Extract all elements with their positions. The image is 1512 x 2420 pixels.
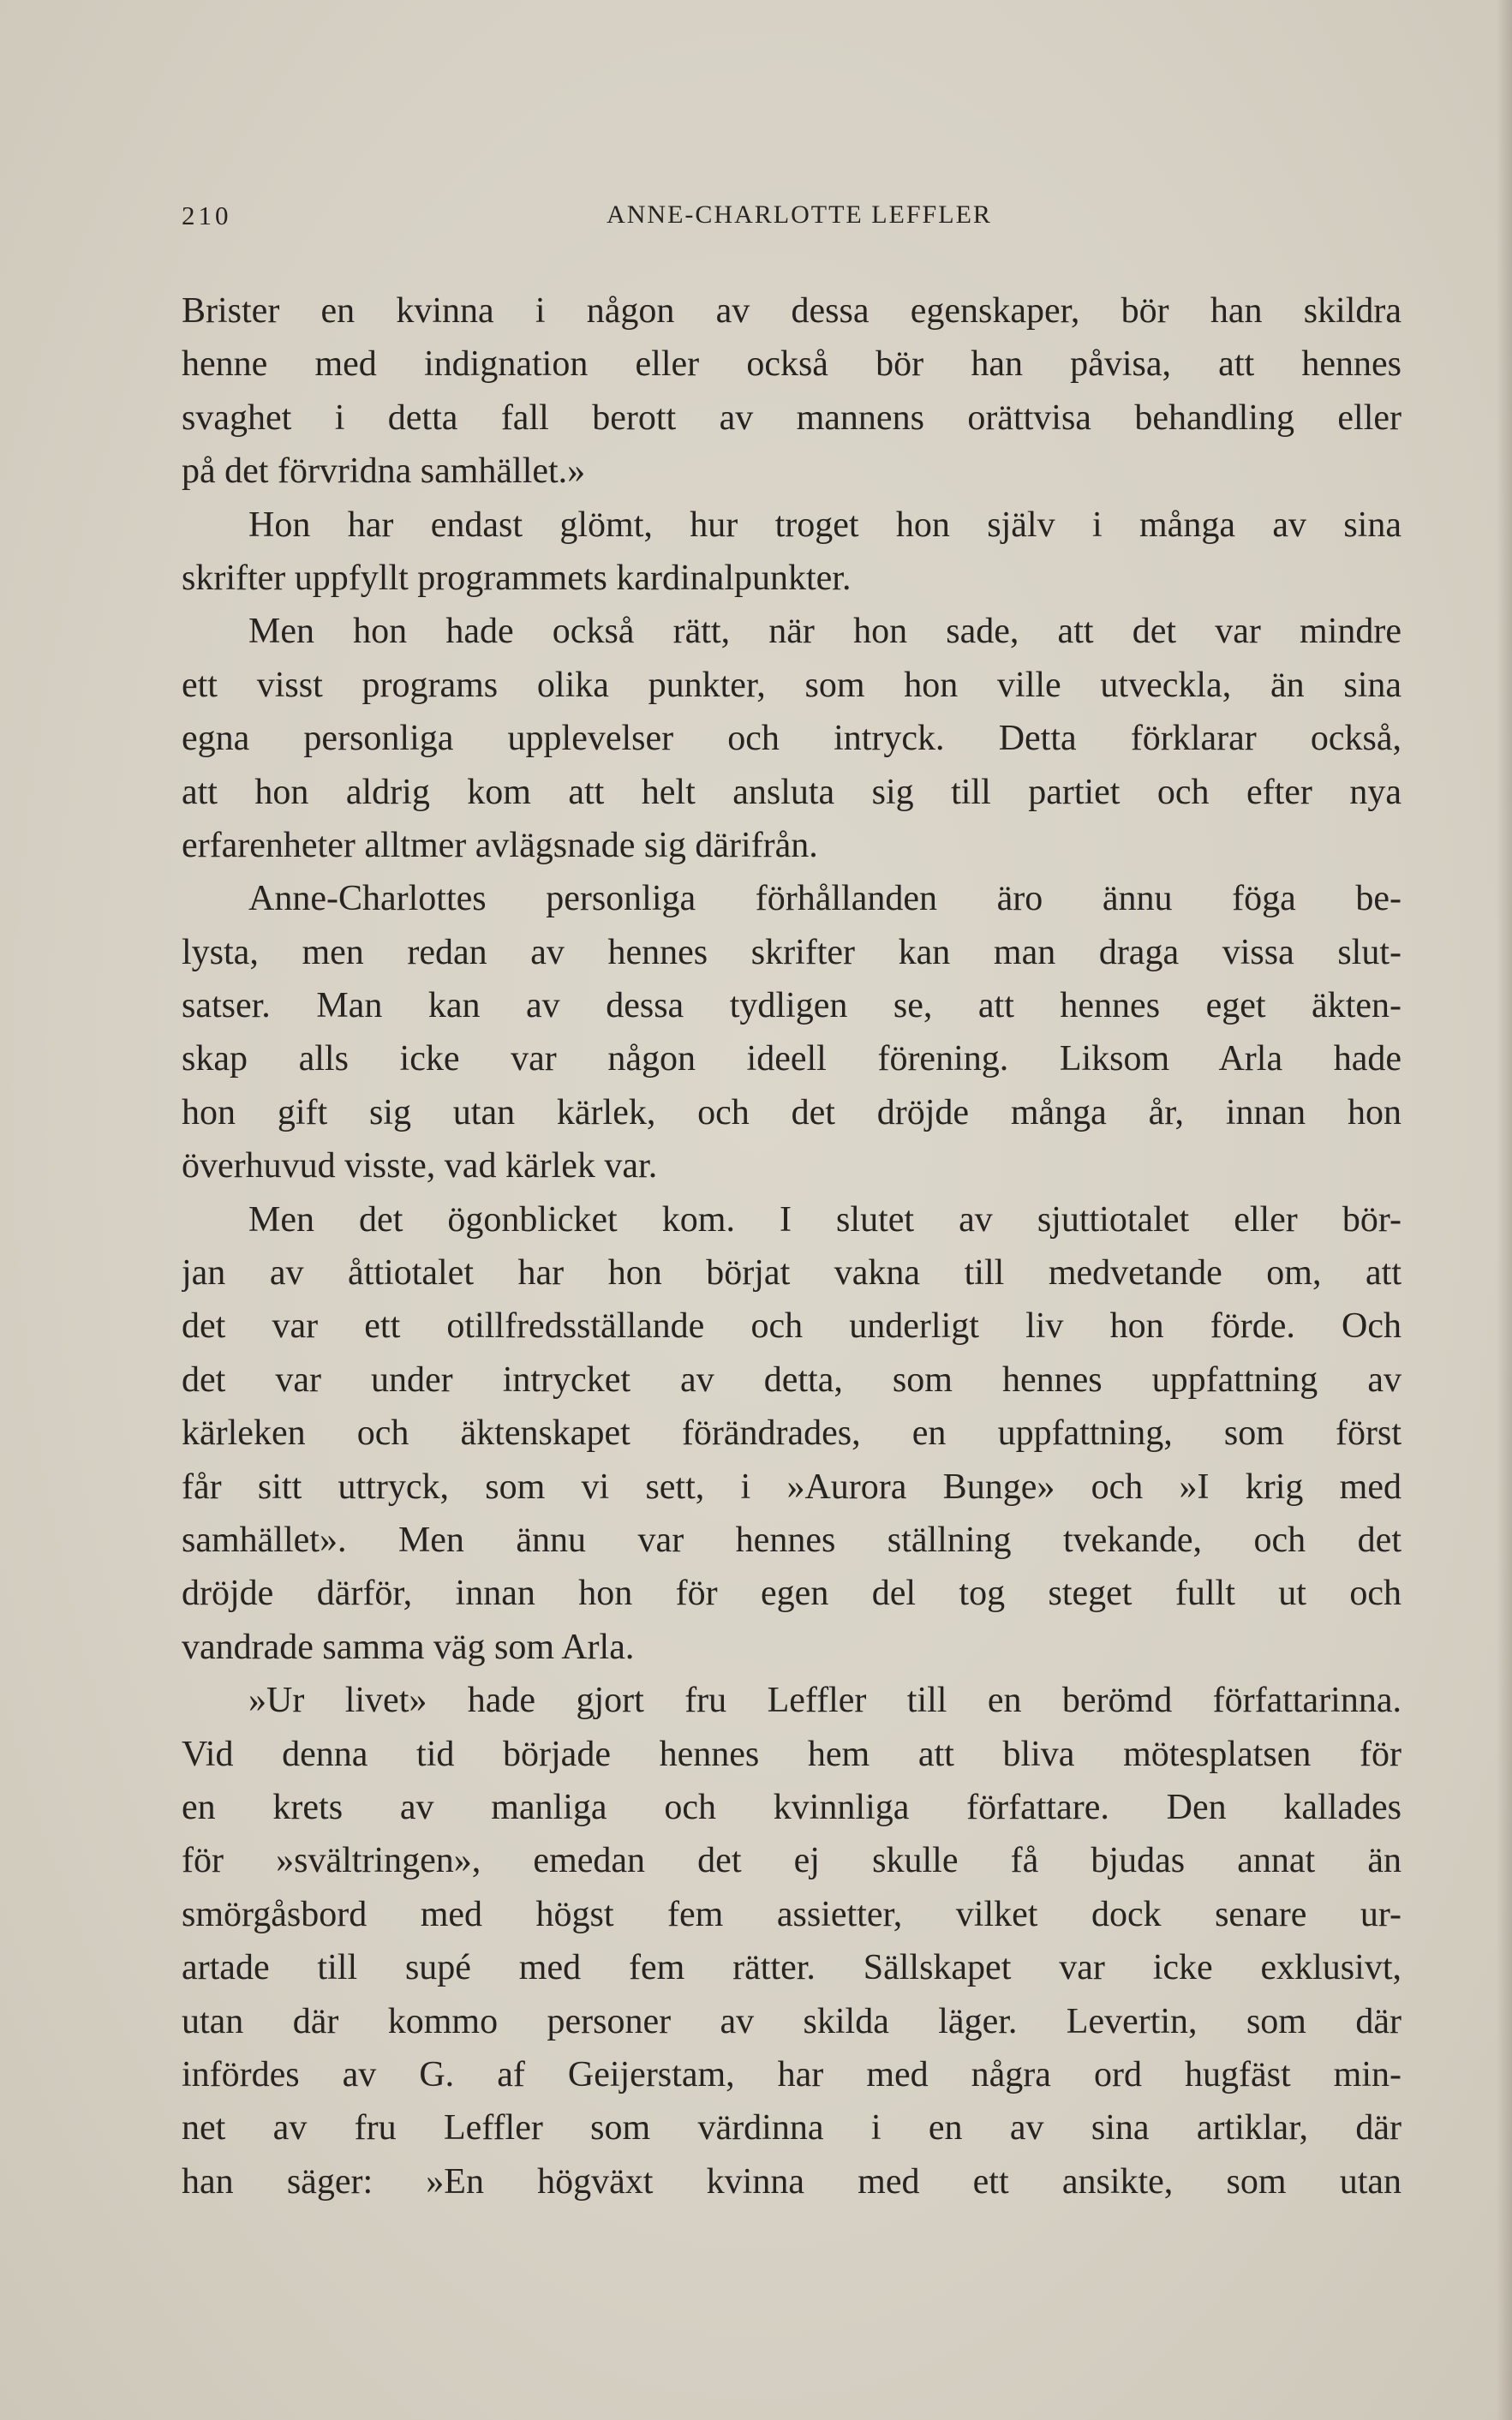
text-line: smörgåsbord med högst fem assietter, vilket dock senare ur-: [182, 1894, 1401, 1934]
page-edge-shadow: [1497, 0, 1512, 2420]
text-line: skrifter uppfyllt programmets kardinalpunkter.: [182, 558, 852, 598]
text-line: Vid denna tid började hennes hem att bliva mötesplatsen för: [182, 1734, 1401, 1774]
text-line: för »svältringen», emedan det ej skulle få bjudas annat än: [182, 1841, 1401, 1881]
text-line: han säger: »En högväxt kvinna med ett ansikte, som utan: [182, 2161, 1401, 2202]
text-line: det var under intrycket av detta, som hennes uppfattning av: [182, 1359, 1401, 1400]
text-line: erfarenheter alltmer avlägsnade sig därifrån.: [182, 825, 818, 865]
text-line: svaghet i detta fall berott av mannens orättvisa behandling eller: [182, 397, 1401, 438]
text-line: skap alls icke var någon ideell förening. Liksom Arla hade: [182, 1039, 1401, 1079]
text-line: vandrade samma väg som Arla.: [182, 1627, 635, 1667]
text-line: satser. Man kan av dessa tydligen se, att hennes eget äkten-: [182, 986, 1401, 1026]
text-line: net av fru Leffler som värdinna i en av sina artiklar, där: [182, 2108, 1401, 2148]
text-line: lysta, men redan av hennes skrifter kan man draga vissa slut-: [182, 932, 1401, 972]
text-line: Anne-Charlottes personliga förhållanden äro ännu föga be-: [248, 879, 1401, 919]
page-number: 210: [182, 200, 232, 230]
text-line: Men hon hade också rätt, när hon sade, att det var mindre: [248, 612, 1401, 652]
text-line: samhället». Men ännu var hennes ställning tvekande, och det: [182, 1520, 1401, 1560]
text-line: på det förvridna samhället.»: [182, 451, 586, 492]
text-line: det var ett otillfredsställande och underligt liv hon förde. Och: [182, 1306, 1401, 1347]
text-line: överhuvud visste, vad kärlek var.: [182, 1146, 658, 1186]
text-line: egna personliga upplevelser och intryck. Detta förklarar också,: [182, 719, 1401, 759]
body-text: [182, 284, 1401, 2208]
running-title: ANNE-CHARLOTTE LEFFLER: [607, 200, 992, 229]
text-line: »Ur livet» hade gjort fru Leffler till en berömd författarinna.: [248, 1681, 1401, 1721]
text-line: kärleken och äktenskapet förändrades, en uppfattning, som först: [182, 1413, 1401, 1454]
text-line: Men det ögonblicket kom. I slutet av sjuttiotalet eller bör-: [248, 1199, 1401, 1240]
text-line: utan där kommo personer av skilda läger. Levertin, som där: [182, 2001, 1401, 2041]
text-line: artade till supé med fem rätter. Sällskapet var icke exklusivt,: [182, 1948, 1401, 1988]
text-line: ett visst programs olika punkter, som hon ville utveckla, än sina: [182, 665, 1401, 705]
text-line: jan av åttiotalet har hon börjat vakna till medvetande om, att: [182, 1253, 1401, 1294]
text-line: en krets av manliga och kvinnliga författare. Den kallades: [182, 1787, 1401, 1827]
text-line: Brister en kvinna i någon av dessa egenskaper, bör han skildra: [182, 291, 1401, 331]
text-line: att hon aldrig kom att helt ansluta sig till partiet och efter nya: [182, 772, 1401, 812]
text-line: Hon har endast glömt, hur troget hon själv i många av sina: [248, 505, 1401, 545]
text-line: dröjde därför, innan hon för egen del tog steget fullt ut och: [182, 1574, 1401, 1614]
text-line: hon gift sig utan kärlek, och det dröjde många år, innan hon: [182, 1092, 1401, 1132]
text-line: infördes av G. af Geijerstam, har med några ord hugfäst min-: [182, 2054, 1401, 2094]
running-head: [182, 200, 1401, 238]
text-line: får sitt uttryck, som vi sett, i »Aurora Bunge» och »I krig med: [182, 1467, 1401, 1507]
text-line: henne med indignation eller också bör han påvisa, att hennes: [182, 344, 1401, 385]
